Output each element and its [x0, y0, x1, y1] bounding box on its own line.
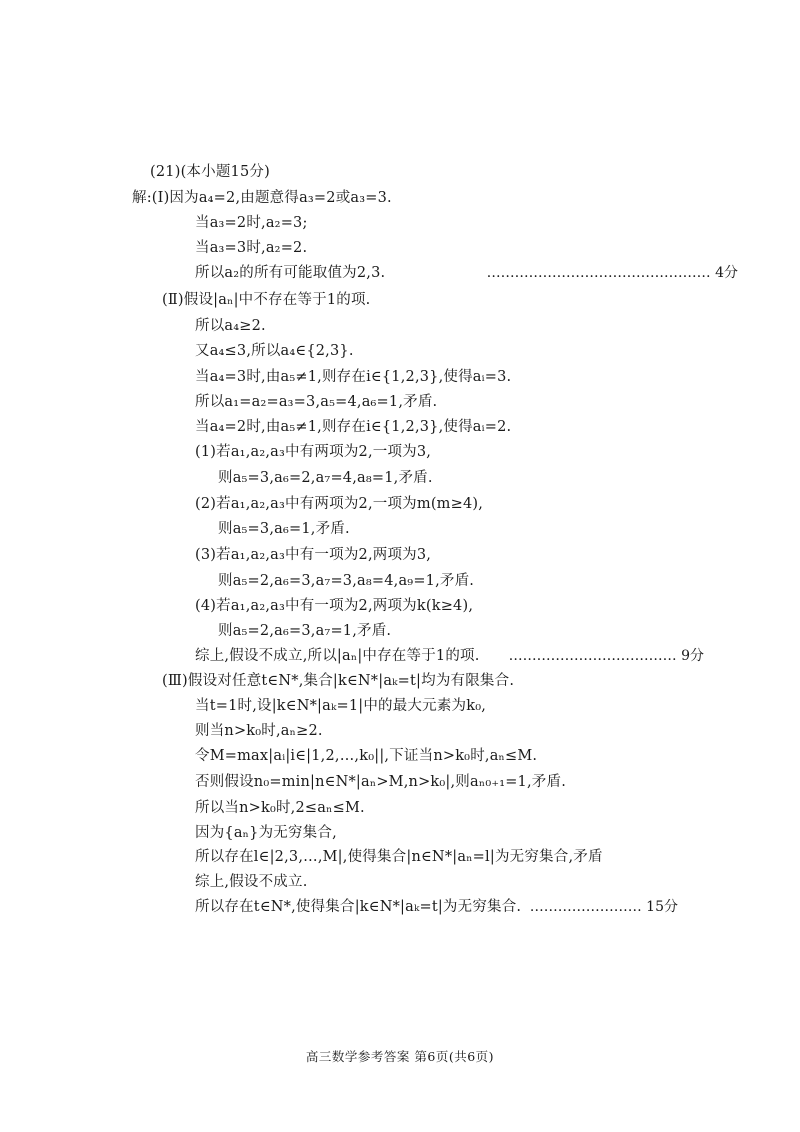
part1-line4: 所以a₂的所有可能取值为2,3.: [195, 265, 386, 281]
part3-line6: 所以当n>k₀时,2≤aₙ≤M.: [195, 800, 365, 816]
part2-case2: (2)若a₁,a₂,a₃中有两项为2,一项为m(m≥4),: [195, 496, 484, 512]
part3-line8: 所以存在l∈|2,3,…,M|,使得集合|n∈N*|aₙ=l|为无穷集合,矛盾: [195, 849, 603, 865]
part2-case3: (3)若a₁,a₂,a₃中有一项为2,两项为3,: [195, 547, 432, 563]
part1-line2: 当a₃=2时,a₂=3;: [195, 215, 308, 231]
part3-line1: (Ⅲ)假设对任意t∈N*,集合|k∈N*|aₖ=t|均为有限集合.: [162, 673, 515, 689]
part1-score: ………………………………………… 4分: [486, 265, 738, 281]
part2-case1: (1)若a₁,a₂,a₃中有两项为2,一项为3,: [195, 444, 432, 460]
problem-header: (21)(本小题15分): [150, 164, 270, 180]
part2-score: ……………………………… 9分: [508, 648, 704, 664]
page-footer: 高三数学参考答案 第6页(共6页): [305, 1049, 495, 1064]
part3-line2: 当t=1时,设|k∈N*|aₖ=1|中的最大元素为k₀,: [195, 698, 487, 714]
part2-line5: 所以a₁=a₂=a₃=3,a₅=4,a₆=1,矛盾.: [195, 394, 438, 410]
part2-conclusion: 综上,假设不成立,所以|aₙ|中存在等于1的项.: [195, 648, 480, 664]
part2-case4: (4)若a₁,a₂,a₃中有一项为2,两项为k(k≥4),: [195, 598, 474, 614]
part3-line5: 否则假设n₀=min|n∈N*|aₙ>M,n>k₀|,则aₙ₀₊₁=1,矛盾.: [195, 774, 567, 790]
part2-line1: (Ⅱ)假设|aₙ|中不存在等于1的项.: [162, 292, 371, 308]
part3-line7: 因为{aₙ}为无穷集合,: [195, 825, 337, 841]
part2-case4-result: 则a₅=2,a₆=3,a₇=1,矛盾.: [218, 623, 392, 639]
part3-line3: 则当n>k₀时,aₙ≥2.: [195, 723, 323, 739]
part2-line6: 当a₄=2时,由a₅≠1,则存在i∈{1,2,3},使得aᵢ=2.: [195, 419, 512, 435]
part2-case3-result: 则a₅=2,a₆=3,a₇=3,a₈=4,a₉=1,矛盾.: [218, 573, 475, 589]
part2-case2-result: 则a₅=3,a₆=1,矛盾.: [218, 521, 350, 537]
part1-line1: 解:(Ⅰ)因为a₄=2,由题意得a₃=2或a₃=3.: [132, 190, 392, 206]
part2-line3: 又a₄≤3,所以a₄∈{2,3}.: [195, 343, 354, 359]
part3-line10: 所以存在t∈N*,使得集合|k∈N*|aₖ=t|为无穷集合.: [195, 899, 522, 915]
part2-case1-result: 则a₅=3,a₆=2,a₇=4,a₈=1,矛盾.: [218, 470, 433, 486]
part2-line2: 所以a₄≥2.: [195, 318, 266, 334]
part1-line3: 当a₃=3时,a₂=2.: [195, 240, 308, 256]
part3-line4: 令M=max|aᵢ|i∈|1,2,…,k₀||,下证当n>k₀时,aₙ≤M.: [195, 748, 538, 764]
part3-line9: 综上,假设不成立.: [195, 874, 308, 890]
part3-score: …………………… 15分: [529, 899, 678, 915]
part2-line4: 当a₄=3时,由a₅≠1,则存在i∈{1,2,3},使得aᵢ=3.: [195, 369, 512, 385]
